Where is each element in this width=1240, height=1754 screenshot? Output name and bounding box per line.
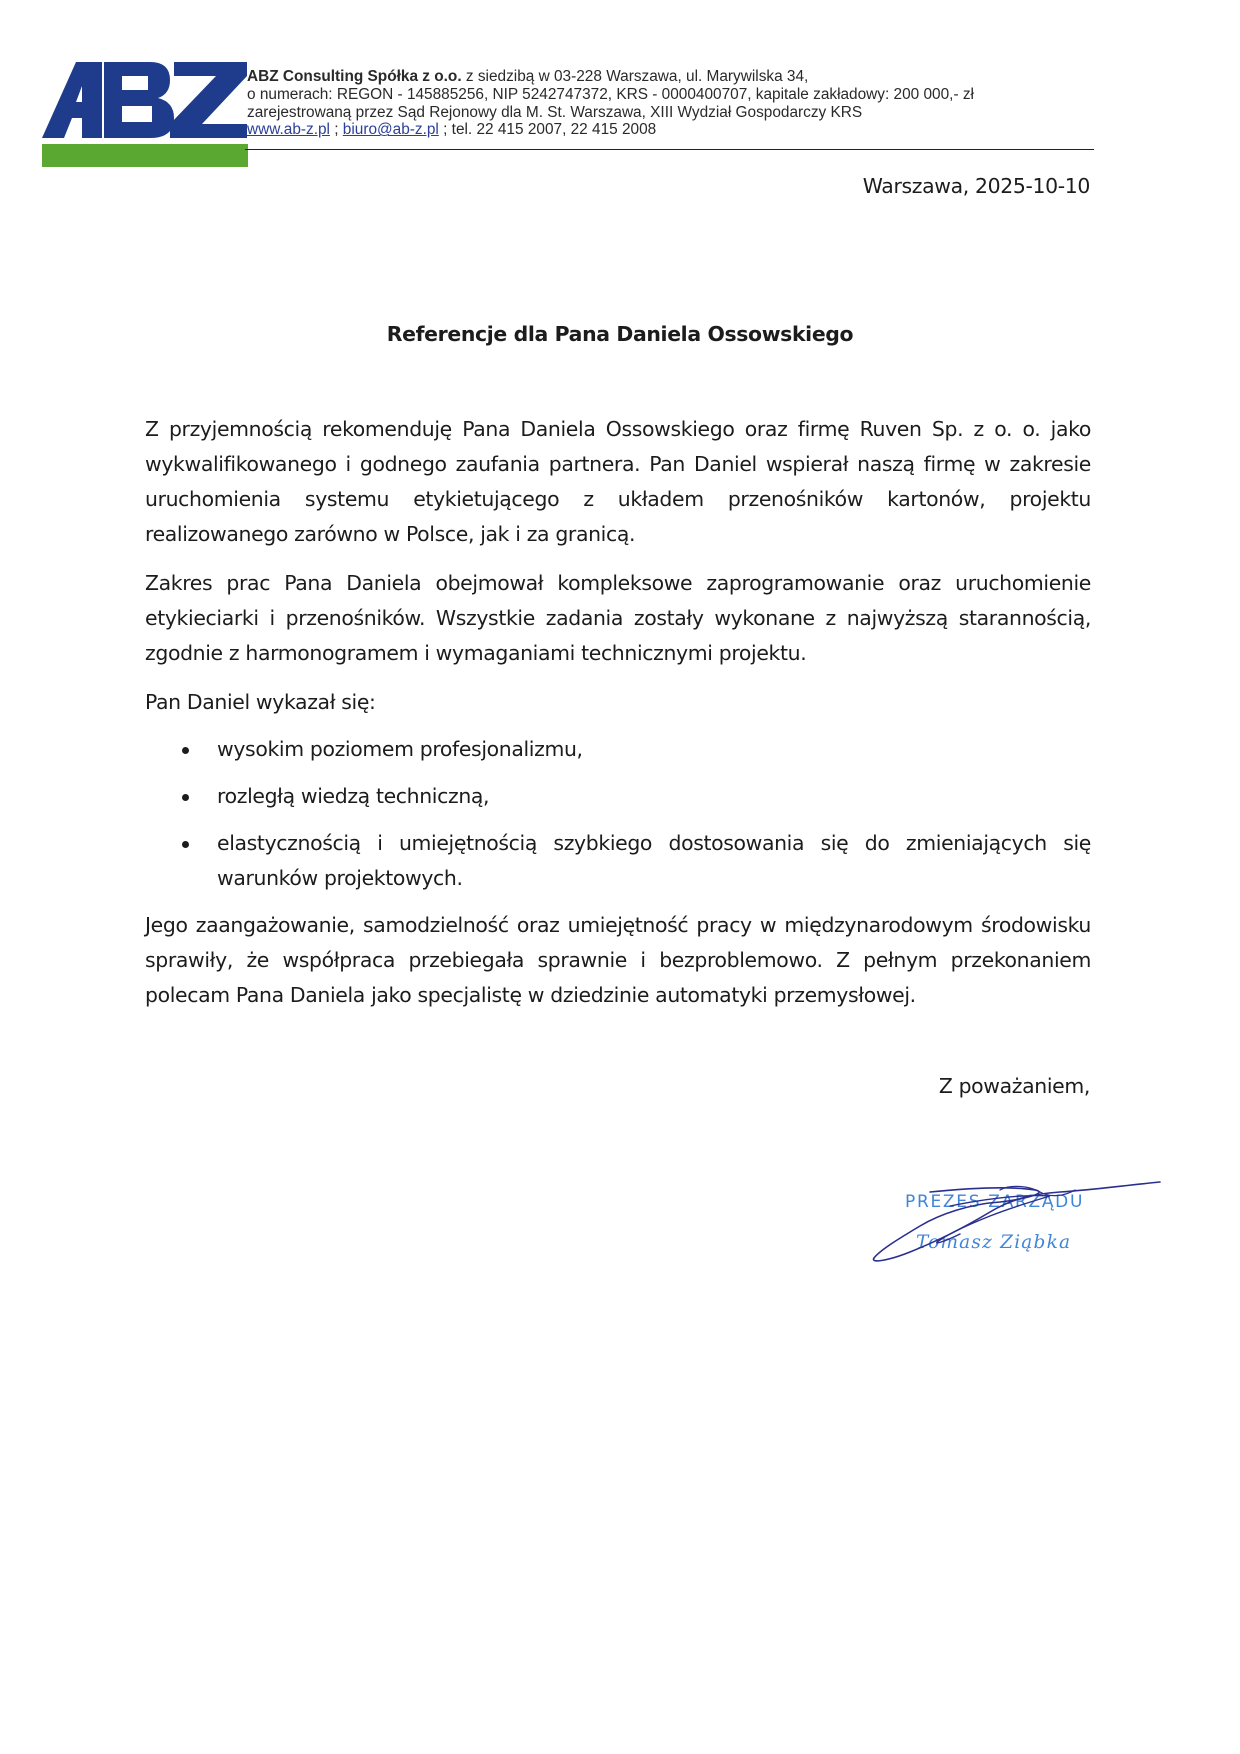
- paragraph-recommendation: Z przyjemnością rekomenduję Pana Daniela Ossowskiego oraz firmę Ruven Sp. z o. o. jako wykwalifikowanego i godnego zaufania partnera. Pan Daniel wspierał naszą firmę w zakresie uruchomienia systemu etykietującego z układem przenośników kartonów, projektu realizowanego zarówno w Polsce, jak i za granicą.: [145, 417, 1091, 546]
- signature-icon: [860, 1180, 1200, 1270]
- company-contact-line: [247, 121, 1097, 139]
- company-logo: [42, 60, 248, 168]
- company-address-line: [247, 68, 1097, 86]
- company-name: ABZ Consulting Spółka z o.o.: [247, 68, 462, 85]
- company-court-registration: zarejestrowaną przez Sąd Rejonowy dla M. St. Warszawa, XIII Wydział Gospodarczy KRS: [247, 103, 863, 121]
- letter-title: Referencje dla Pana Daniela Ossowskiego: [386, 322, 854, 346]
- email-link[interactable]: biuro@ab-z.pl: [342, 121, 439, 139]
- letter-body: [145, 412, 1091, 1027]
- paragraph-conclusion: Jego zaangażowanie, samodzielność oraz umiejętność pracy w międzynarodowym środowisku sprawiły, że współpraca przebiegała sprawnie i bezproblemowo. Z pełnym przekonaniem polecam Pana Daniela jako specjalistę w dziedzinie automatyki przemysłowej.: [145, 913, 1091, 1007]
- place-date: Warszawa, 2025-10-10: [862, 174, 1090, 198]
- paragraph-scope: Zakres prac Pana Daniela obejmował kompleksowe zaprogramowanie oraz uruchomienie etykieciarki i przenośników. Wszystkie zadania zostały wykonane z najwyższą starannością, zgodnie z harmonogramem i wymaganiami technicznymi projektu.: [145, 571, 1091, 665]
- list-item: [145, 826, 1091, 896]
- list-item-text: rozległą wiedzą techniczną,: [217, 784, 490, 808]
- company-info-header: [247, 68, 1097, 139]
- stamp-title: PREZES ZARZĄDU: [905, 1192, 1085, 1212]
- list-item-text: elastycznością i umiejętnością szybkiego dostosowania się do zmieniających się warunków projektowych.: [217, 831, 1091, 890]
- handwritten-signature: [860, 1180, 1200, 1270]
- stamp-name: Tomasz Ziąbka: [916, 1232, 1072, 1253]
- bullet-icon: [182, 747, 189, 754]
- list-item: [145, 732, 1091, 767]
- abz-logo-icon: [42, 60, 248, 168]
- bullet-icon: [182, 841, 189, 848]
- bullet-icon: [182, 794, 189, 801]
- header-divider: [245, 149, 1094, 150]
- list-item-text: wysokim poziomem profesjonalizmu,: [217, 737, 583, 761]
- phone-numbers: ; tel. 22 415 2007, 22 415 2008: [438, 121, 657, 139]
- qualities-list: [145, 732, 1091, 896]
- company-registration-numbers: o numerach: REGON - 145885256, NIP 5242747372, KRS - 0000400707, kapitale zakładowy: 200 000,- zł: [247, 85, 974, 103]
- company-address: z siedzibą w 03-228 Warszawa, ul. Marywilska 34,: [461, 68, 809, 85]
- contact-separator: ;: [329, 121, 343, 139]
- website-link[interactable]: www.ab-z.pl: [247, 121, 330, 139]
- closing-salutation: Z poważaniem,: [938, 1074, 1090, 1098]
- list-item: [145, 779, 1091, 814]
- paragraph-qualities-intro: Pan Daniel wykazał się:: [145, 690, 376, 714]
